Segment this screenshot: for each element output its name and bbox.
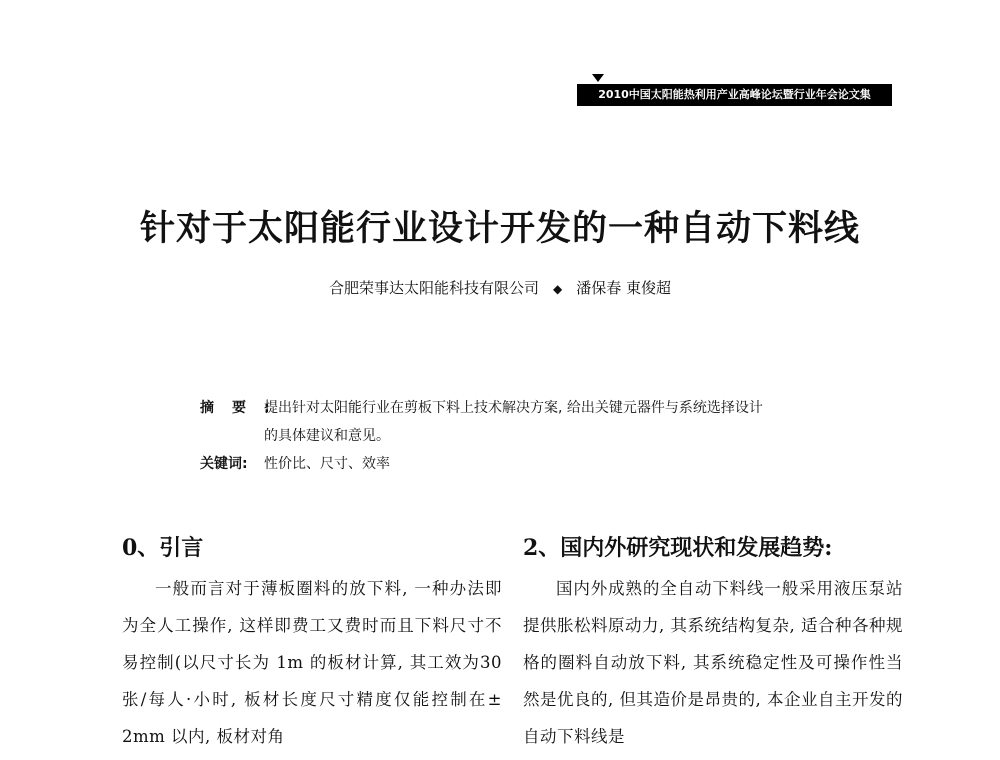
section-body-introduction: 一般而言对于薄板圈料的放下料, 一种办法即为全人工操作, 这样即费工又费时而且下料尺寸不易控制(以尺寸长为 1m 的板材计算, 其工效为30张/每人·小时, 板材长度尺寸精度仅能控制在± 2mm 以内, 板材对角	[122, 579, 502, 746]
banner-marker-icon	[592, 74, 604, 82]
abstract-text: 提出针对太阳能行业在剪板下料上技术解决方案, 给出关键元器件与系统选择设计	[264, 400, 763, 416]
authors: 潘保春 東俊超	[576, 279, 672, 297]
abstract-label: 摘要:	[200, 400, 288, 416]
byline-separator: ◆	[553, 282, 563, 296]
keywords-label: 关键词:	[200, 456, 248, 472]
left-column	[122, 530, 502, 755]
proceedings-banner: 2010中国太阳能热利用产业高峰论坛暨行业年会论文集	[577, 84, 892, 106]
abstract-row-continued	[200, 422, 860, 450]
section-heading-introduction: 0、引言	[122, 535, 204, 561]
section-body-research-status: 国内外成熟的全自动下料线一般采用液压泵站提供胀松料原动力, 其系统结构复杂, 适合种各种规格的圈料自动放下料, 其系统稳定性及可操作性当然是优良的, 但其造价是昂贵的, 本企业自主开发的自动下料线是	[523, 579, 903, 746]
abstract-block	[200, 394, 860, 478]
keywords-text: 性价比、尺寸、效率	[264, 456, 390, 472]
byline	[0, 276, 1000, 301]
keywords-row	[200, 450, 860, 478]
paper-title: 针对于太阳能行业设计开发的一种自动下料线	[139, 208, 860, 249]
affiliation: 合肥荣事达太阳能科技有限公司	[328, 279, 539, 297]
abstract-text-continued: 的具体建议和意见。	[264, 428, 390, 444]
section-heading-research-status: 2、国内外研究现状和发展趋势:	[523, 535, 833, 561]
abstract-row	[200, 394, 860, 422]
right-column	[523, 530, 903, 755]
